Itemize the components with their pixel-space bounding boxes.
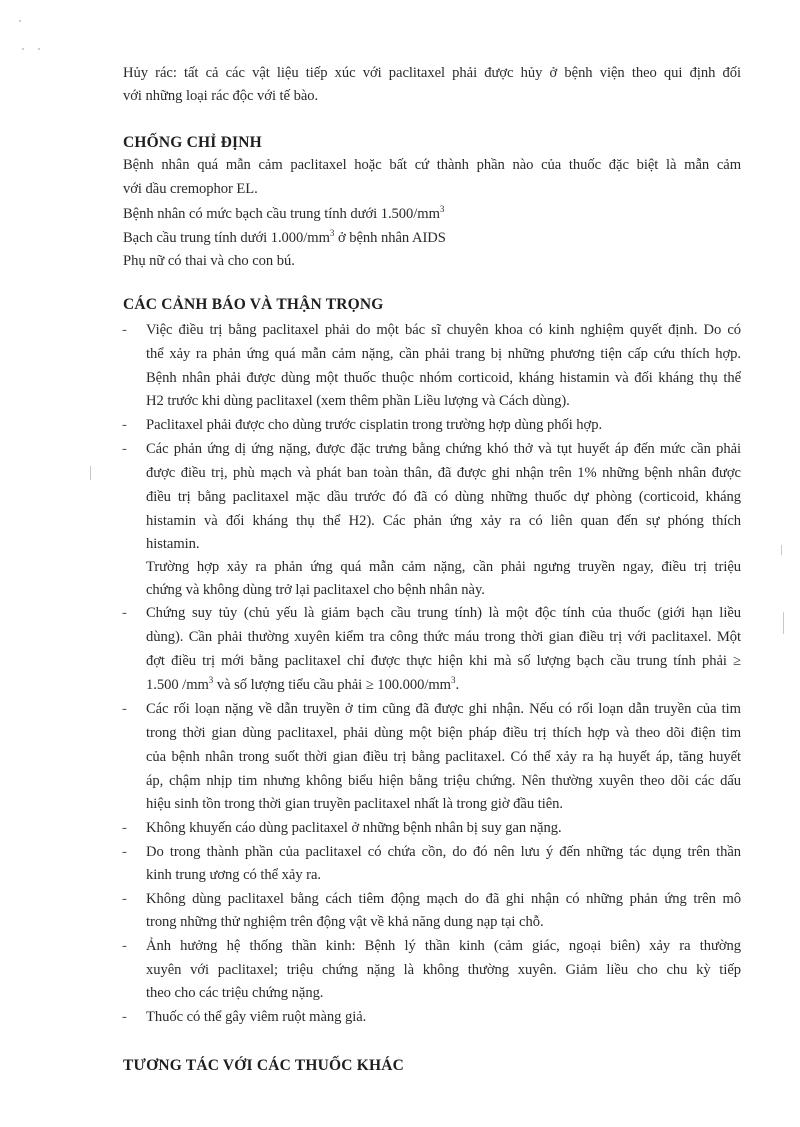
superscript: 3 <box>208 675 214 685</box>
warning-line: kinh trung ương có thể xảy ra. <box>146 867 322 883</box>
scan-mark <box>90 466 91 480</box>
contraindication-text: Bạch cầu trung tính dưới 1.000/mm <box>123 230 330 246</box>
list-dash: - <box>122 844 127 860</box>
warning-line: được điều trị, phù mạch và phát ban toàn thân, đã được ghi nhận trên 1% những bệnh nhân được <box>146 465 741 481</box>
warning-line: histamin. <box>146 536 200 552</box>
intro-line: Hủy rác: tất cả các vật liệu tiếp xúc với paclitaxel phải được hủy ở bệnh viện theo qui định đối <box>123 65 741 81</box>
scan-speck <box>19 20 21 22</box>
warning-line: chứng và không dùng trở lại paclitaxel cho bệnh nhân này. <box>146 582 485 598</box>
list-dash: - <box>122 938 127 954</box>
warning-line <box>146 675 459 695</box>
superscript: 3 <box>439 204 445 214</box>
list-dash: - <box>122 701 127 717</box>
warning-line: Không dùng paclitaxel bằng cách tiêm động mạch do đã ghi nhận có những phản ứng trên mô <box>146 891 741 907</box>
warning-line: H2 trước khi dùng paclitaxel (xem thêm phần Liều lượng và Cách dùng). <box>146 393 570 409</box>
section-heading-interactions: TƯƠNG TÁC VỚI CÁC THUỐC KHÁC <box>123 1057 405 1074</box>
contraindication-text: Bệnh nhân có mức bạch cầu trung tính dưới 1.500/mm <box>123 206 440 222</box>
warning-text: . <box>455 677 460 693</box>
warning-line: của bệnh nhân trong suốt thời gian điều trị bằng paclitaxel. Có thể xảy ra hạ huyết áp, tăng huyết <box>146 749 741 765</box>
superscript: 3 <box>450 675 456 685</box>
warning-line: theo cho các triệu chứng nặng. <box>146 985 324 1001</box>
warning-line: thể xảy ra phản ứng quá mẫn cảm nặng, cần phải trang bị những phương tiện cấp cứu thích hợp. <box>146 346 741 362</box>
list-dash: - <box>122 417 127 433</box>
warning-line: Chứng suy tủy (chủ yếu là giảm bạch cầu trung tính) là một độc tính của thuốc (giới hạn liều <box>146 605 741 621</box>
warning-line: xuyên với paclitaxel; triệu chứng nặng là không thường xuyên. Giảm liều cho chu kỳ tiếp <box>146 962 741 978</box>
section-heading-contraindications: CHỐNG CHỈ ĐỊNH <box>123 134 262 151</box>
list-dash: - <box>122 1009 127 1025</box>
warning-line: trong thời gian dùng paclitaxel, phải dùng một biện pháp điều trị thích hợp và theo dõi điện tim <box>146 725 741 741</box>
warning-line: Các phản ứng dị ứng nặng, được đặc trưng bằng chứng khó thở và tụt huyết áp đến mức cần phải <box>146 441 741 457</box>
warning-line: Bệnh nhân phải được dùng một thuốc thuộc nhóm corticoid, kháng histamin và đối kháng thụ thể <box>146 370 741 386</box>
warning-line: Paclitaxel phải được cho dùng trước cisplatin trong trường hợp dùng phối hợp. <box>146 417 603 433</box>
warning-line: điều trị bằng paclitaxel mặc dầu trước đó đã có dùng những thuốc dự phòng (corticoid, kháng <box>146 489 741 505</box>
list-dash: - <box>122 891 127 907</box>
warning-line: Các rối loạn nặng về dẫn truyền ở tim cũng đã được ghi nhận. Nếu có rối loạn dẫn truyền của tim <box>146 701 741 717</box>
warning-line: Không khuyến cáo dùng paclitaxel ở những bệnh nhân bị suy gan nặng. <box>146 820 562 836</box>
warning-line: áp, chậm nhịp tim nhưng không biểu hiện bằng triệu chứng. Nên thường xuyên theo dõi các dấu <box>146 773 741 789</box>
scan-mark <box>783 612 784 634</box>
contraindication-line: với dầu cremophor EL. <box>123 181 258 197</box>
warning-line: đợt điều trị mới bằng paclitaxel chỉ được thực hiện khi mà số lượng bạch cầu trung tính phải ≥ <box>146 653 741 669</box>
intro-line: với những loại rác độc với tế bào. <box>123 88 319 104</box>
warning-text: và số lượng tiểu cầu phải ≥ 100.000/mm <box>213 677 451 693</box>
scan-mark <box>781 545 782 555</box>
contraindication-line <box>123 204 444 224</box>
warning-line: trong những thử nghiệm trên động vật về khả năng dung nạp tại chỗ. <box>146 914 544 930</box>
warning-line: Trường hợp xảy ra phản ứng quá mẫn cảm nặng, cần phải ngưng truyền ngay, điều trị triệu <box>146 559 741 575</box>
list-dash: - <box>122 322 127 338</box>
list-dash: - <box>122 605 127 621</box>
contraindication-text: ở bệnh nhân AIDS <box>334 230 446 246</box>
scan-speck <box>22 48 24 50</box>
superscript: 3 <box>329 228 335 238</box>
list-dash: - <box>122 820 127 836</box>
warning-line: Do trong thành phần của paclitaxel có chứa cồn, do đó nên lưu ý đến những tác dụng trên thần <box>146 844 741 860</box>
contraindication-line: Bệnh nhân quá mẫn cảm paclitaxel hoặc bất cứ thành phần nào của thuốc đặc biệt là mẫn cảm <box>123 157 741 173</box>
warning-line: histamin và đối kháng thụ thể H2). Các phản ứng xảy ra có liên quan đến sự phóng thích <box>146 513 741 529</box>
warning-text: 1.500 /mm <box>146 677 209 693</box>
scan-speck <box>38 48 40 50</box>
warning-line: dùng). Cần phải thường xuyên kiểm tra công thức máu trong thời gian điều trị với paclitaxel. Một <box>146 629 741 645</box>
contraindication-line: Phụ nữ có thai và cho con bú. <box>123 253 295 269</box>
warning-line: Việc điều trị bằng paclitaxel phải do một bác sĩ chuyên khoa có kinh nghiệm quyết định. Do có <box>146 322 741 338</box>
warning-line: Thuốc có thể gây viêm ruột màng giả. <box>146 1009 367 1025</box>
contraindication-line <box>123 228 446 248</box>
list-dash: - <box>122 441 127 457</box>
warning-line: hiệu sinh tồn trong thời gian truyền paclitaxel nhất là trong giờ đầu tiên. <box>146 796 563 812</box>
section-heading-warnings: CÁC CẢNH BÁO VÀ THẬN TRỌNG <box>123 296 384 313</box>
warning-line: Ảnh hưởng hệ thống thần kinh: Bệnh lý thần kinh (cảm giác, ngoại biên) xảy ra thường <box>146 938 741 954</box>
